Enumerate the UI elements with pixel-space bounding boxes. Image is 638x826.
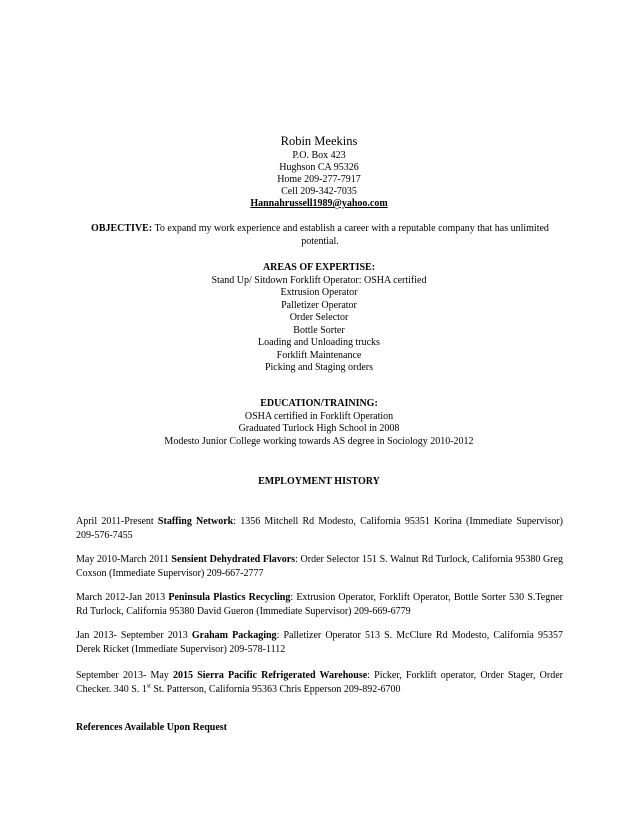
ordinal-suffix: st [146,683,151,690]
employer-name: Sensient Dehydrated Flavors [171,554,296,565]
contact-block [0,150,638,210]
applicant-name: Robin Meekins [280,134,358,148]
expertise-item: Palletizer Operator [281,299,357,311]
expertise-item: Bottle Sorter [293,324,345,336]
city-line: Hughson CA 95326 [279,162,359,173]
employment-heading: EMPLOYMENT HISTORY [258,476,380,487]
employment-dates: Jan 2013- September 2013 [76,630,192,641]
employment-details-continued: St. Patterson, California 95363 Chris Epperson 209-892-6700 [150,684,401,695]
employment-details: : Extrusion Operator, Forklift Operator, Bottle Sorter 530 S.Tegner Rd Turlock, California 95380 David Gueron (Immediate Supervisor) 209-669-6779 [76,592,564,617]
employment-details: : Order Selector 151 S. Walnut Rd Turlock, California 95380 Greg Coxson (Immediate Supervisor) 209-667-2777 [76,554,563,579]
email-link[interactable]: Hannahrussell1989@yahoo.com [250,198,388,209]
expertise-section [0,262,638,375]
objective-section [80,223,560,248]
home-phone: Home 209-277-7917 [277,174,361,185]
education-item: Modesto Junior College working towards AS degree in Sociology 2010-2012 [164,435,474,447]
objective-text: To expand my work experience and establish a career with a reputable company that has unlimited potential. [152,223,549,247]
cell-phone: Cell 209-342-7035 [281,186,357,197]
employer-name: Staffing Network [157,516,234,527]
employer-name: 2015 Sierra Pacific Refrigerated Warehouse [173,670,368,681]
employment-entry [76,553,563,581]
employer-name: Peninsula Plastics Recycling [168,592,291,603]
expertise-item: Picking and Staging orders [264,362,374,373]
education-item: Graduated Turlock High School in 2008 [238,423,400,434]
employment-details: : Palletizer Operator 513 S. McClure Rd Modesto, California 95357 Derek Ricket (Immediate Supervisor) 209-578-1112 [76,630,563,655]
education-item: OSHA certified in Forklift Operation [244,410,394,422]
objective-label: OBJECTIVE: [91,223,153,234]
expertise-item: Loading and Unloading trucks [258,337,380,348]
employment-dates: September 2013- May [76,670,174,681]
expertise-item: Forklift Maintenance [276,349,362,361]
education-heading: EDUCATION/TRAINING: [260,398,378,409]
po-box: P.O. Box 423 [292,150,346,161]
education-section [0,398,638,448]
employment-dates: March 2012-Jan 2013 [76,592,169,603]
employment-details: : 1356 Mitchell Rd Modesto, California 95351 Korina (Immediate Supervisor) 209-576-7455 [76,516,563,541]
employment-entry [76,669,563,697]
employment-entry [76,629,563,657]
employment-dates: April 2011-Present [76,516,158,527]
expertise-item: Order Selector [289,312,349,323]
employment-details: : Picker, Forklift operator, Order Stager, Order Checker. 340 S. 1 [76,670,564,695]
employer-name: Graham Packaging [191,630,277,641]
employment-entry [76,591,563,619]
references-note: References Available Upon Request [76,722,228,733]
expertise-item: Stand Up/ Sitdown Forklift Operator: OSHA certified [211,274,427,286]
expertise-heading: AREAS OF EXPERTISE: [262,262,376,273]
employment-entry [76,515,563,543]
expertise-item: Extrusion Operator [280,287,358,298]
employment-dates: May 2010-March 2011 [76,554,172,565]
